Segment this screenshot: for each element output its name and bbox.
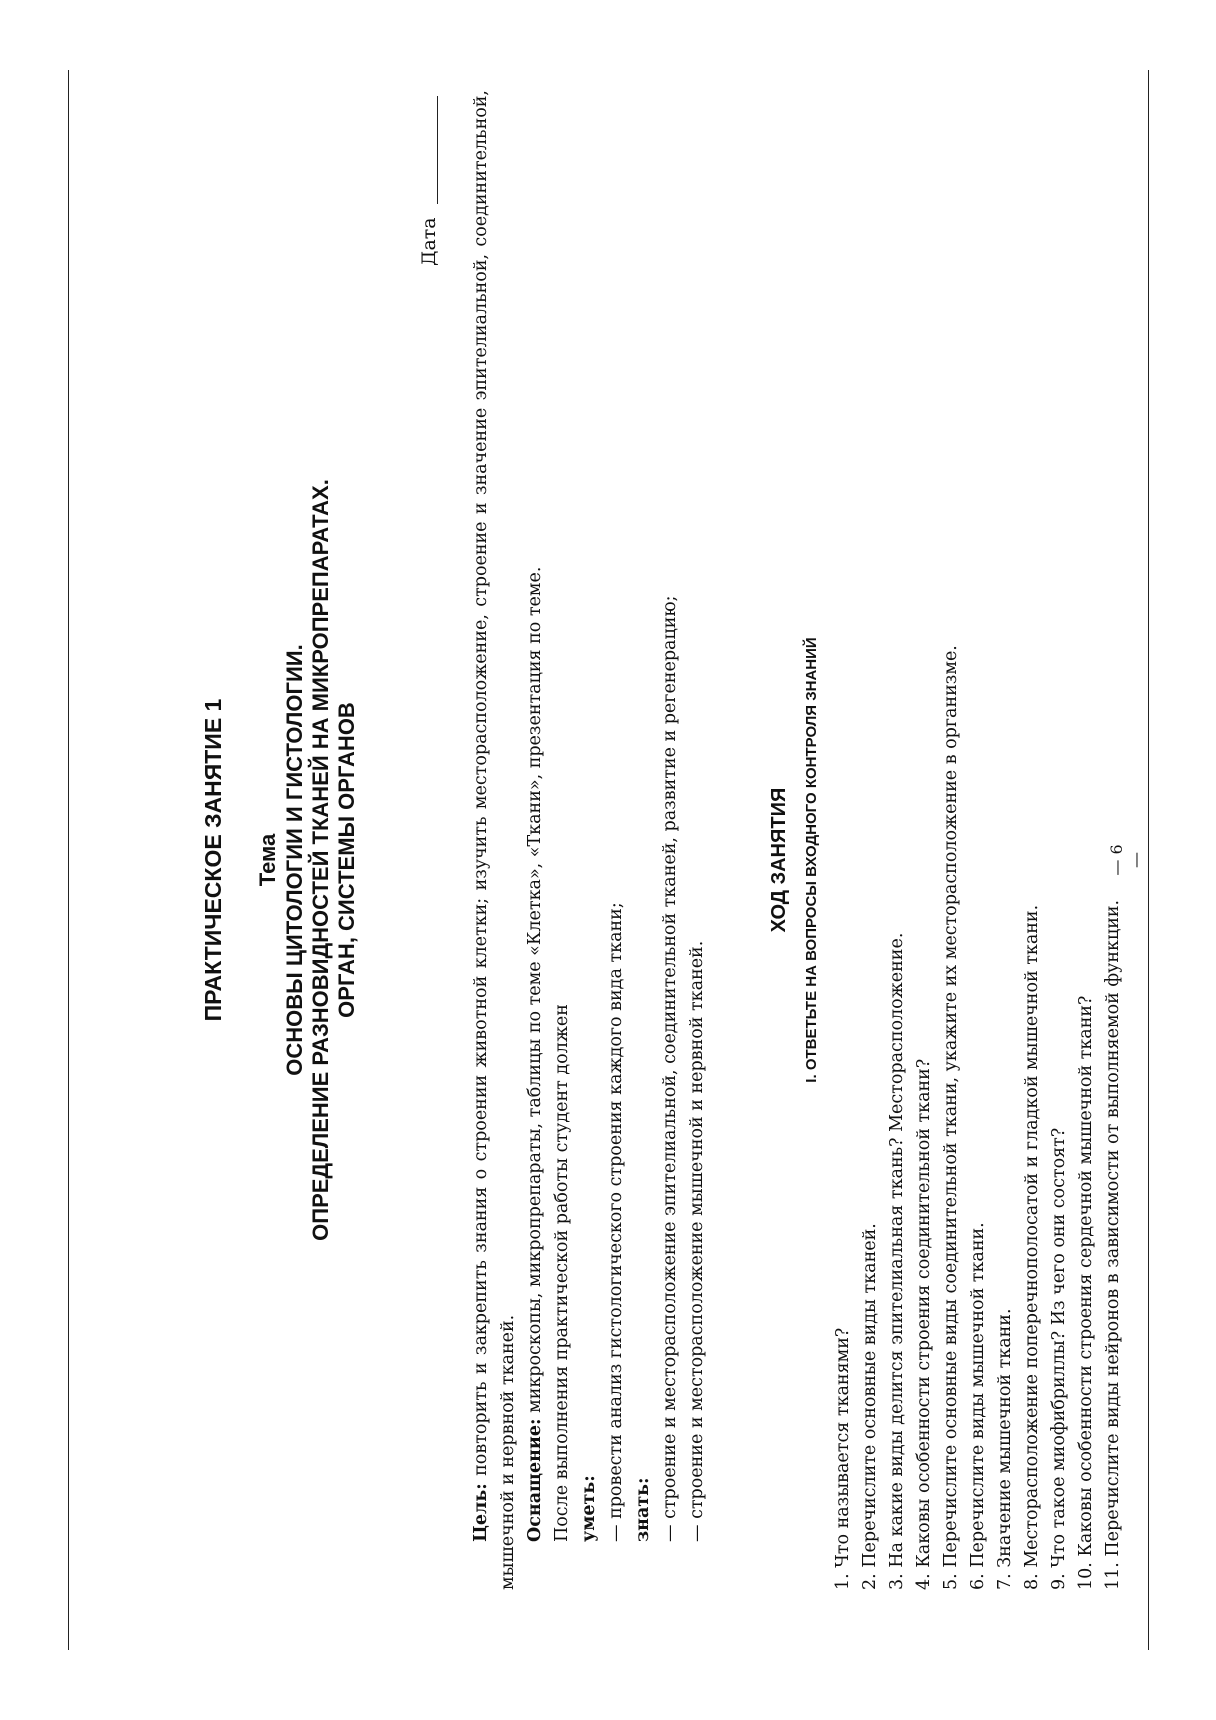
question-item: 7. Значение мышечной ткани.	[995, 1308, 1015, 1590]
topic-line: ОРГАН, СИСТЕМЫ ОРГАНОВ	[334, 702, 359, 1018]
question-item: 9. Что такое миофибриллы? Из чего они состоят?	[1049, 1127, 1069, 1590]
question-item: 11. Перечислите виды нейронов в зависимости от выполняемой функции.	[1103, 899, 1123, 1590]
can-item: — провести анализ гистологического строения каждого вида ткани;	[606, 902, 626, 1542]
topic-label: Тема	[255, 833, 280, 887]
equipment-paragraph	[522, 90, 549, 1590]
question-item: 10. Каковы особенности строения сердечной мышечной ткани?	[1076, 995, 1096, 1590]
practice-title: ПРАКТИЧЕСКОЕ ЗАНЯТИЕ 1	[200, 698, 226, 1022]
question-item: 4. Каковы особенности строения соединительной ткани?	[914, 1058, 934, 1590]
know-label: знать:	[633, 1477, 653, 1542]
goal-label: Цель:	[471, 1483, 491, 1542]
equipment-text: микроскопы, микропрепараты, таблицы по теме «Клетка», «Ткани», презентация по теме.	[525, 566, 545, 1413]
date-input-line	[437, 96, 438, 204]
goal-text: повторить и закрепить знания о строении животной клетки; изучить месторасположение, строение и значение эпителиальной, соединительной, мышечной и нервной тканей.	[471, 90, 518, 1590]
page-number: — 6 —	[1107, 844, 1145, 876]
date-label: Дата	[418, 217, 440, 266]
section-title: I. ОТВЕТЬТЕ НА ВОПРОСЫ ВХОДНОГО КОНТРОЛЯ ЗНАНИЙ	[803, 637, 820, 1083]
bottom-rule	[1148, 70, 1149, 1650]
question-list	[830, 90, 1127, 1590]
top-rule	[68, 70, 69, 1650]
question-item: 8. Месторасположение поперечнополосатой и гладкой мышечной ткани.	[1022, 904, 1042, 1590]
after-paragraph: После выполнения практической работы студент должен	[552, 1004, 572, 1542]
equipment-label: Оснащение:	[525, 1418, 545, 1542]
know-item: — строение и месторасположение эпителиальной, соединительной тканей, развитие и регенерацию;	[660, 595, 680, 1542]
question-item: 3. На какие виды делится эпителиальная ткань? Месторасположение.	[887, 932, 907, 1590]
topic-line: ОПРЕДЕЛЕНИЕ РАЗНОВИДНОСТЕЙ ТКАНЕЙ НА МИКРОПРЕПАРАТАХ.	[308, 479, 333, 1241]
goal-paragraph	[468, 90, 522, 1590]
intro-section	[468, 90, 711, 1590]
question-item: 1. Что называется тканями?	[833, 1327, 853, 1590]
question-item: 5. Перечислите основные виды соединительной ткани, укажите их месторасположение в организме.	[941, 645, 961, 1590]
course-title: ХОД ЗАНЯТИЯ	[768, 787, 790, 933]
topic-title	[282, 160, 360, 1560]
question-item: 6. Перечислите виды мышечной ткани.	[968, 1222, 988, 1590]
topic-line: ОСНОВЫ ЦИТОЛОГИИ И ГИСТОЛОГИИ.	[282, 644, 307, 1076]
question-item: 2. Перечислите основные виды тканей.	[860, 1223, 880, 1590]
know-item: — строение и месторасположение мышечной и нервной тканей.	[687, 940, 707, 1542]
can-label: уметь:	[579, 1475, 599, 1542]
